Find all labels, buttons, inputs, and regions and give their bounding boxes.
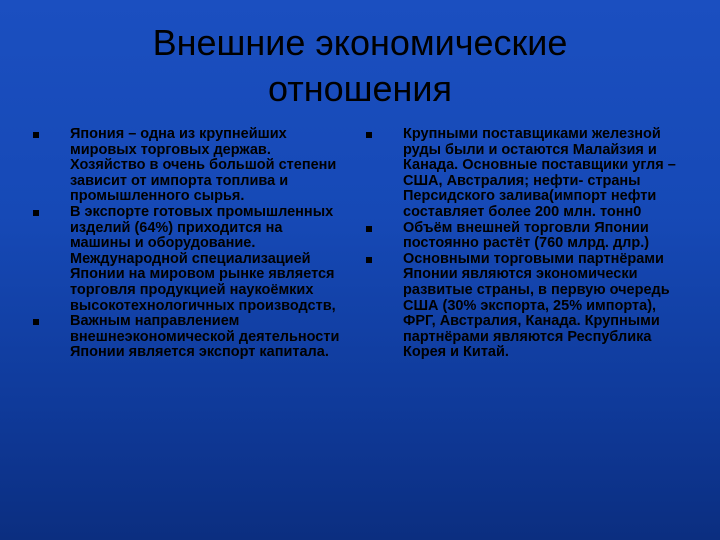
slide-title bbox=[0, 20, 720, 112]
bullet-text: Основными торговыми партнёрами Японии являются экономически развитые страны, в первую очередь США (30% экспорта, 25% импорта), ФРГ, Австралия, Канада. Крупными партнёрами являются Республика Корея и Китай. bbox=[403, 250, 670, 361]
slide-title-line-1: Внешние экономические bbox=[152, 22, 568, 63]
square-bullet-icon bbox=[366, 132, 372, 138]
bullet-text: Крупными поставщиками железной руды были и остаются Малайзия и Канада. Основные поставщики угля – США, Австралия; нефти- страны Персидского залива(импорт нефти составляет более 200 млн. тонн0 bbox=[403, 126, 676, 220]
square-bullet-icon bbox=[366, 226, 372, 232]
bullet-item bbox=[30, 314, 346, 361]
square-bullet-icon bbox=[33, 319, 39, 325]
bullet-text: Япония – одна из крупнейших мировых торговых держав. Хозяйство в очень большой степени зависит от импорта топлива и промышленного сырья. bbox=[70, 126, 337, 205]
left-column bbox=[30, 127, 346, 361]
bullet-item bbox=[363, 221, 685, 252]
bullet-item bbox=[363, 127, 685, 221]
bullet-text: Важным направлением внешнеэкономической деятельности Японии является экспорт капитала. bbox=[70, 313, 340, 361]
square-bullet-icon bbox=[33, 210, 39, 216]
bullet-item bbox=[30, 127, 346, 205]
bullet-item bbox=[30, 205, 346, 314]
bullet-text: Объём внешней торговли Японии постоянно растёт (760 млрд. длр.) bbox=[403, 219, 650, 252]
bullet-item bbox=[363, 252, 685, 361]
slide-title-line-2: отношения bbox=[267, 68, 452, 109]
square-bullet-icon bbox=[366, 257, 372, 263]
bullet-text: В экспорте готовых промышленных изделий (64%) приходится на машины и оборудование. Международной специализацией Японии на мировом рынке является торговля продукцией наукоёмких высокотехнологичных производств, bbox=[70, 203, 336, 314]
square-bullet-icon bbox=[33, 132, 39, 138]
right-column bbox=[363, 127, 685, 361]
